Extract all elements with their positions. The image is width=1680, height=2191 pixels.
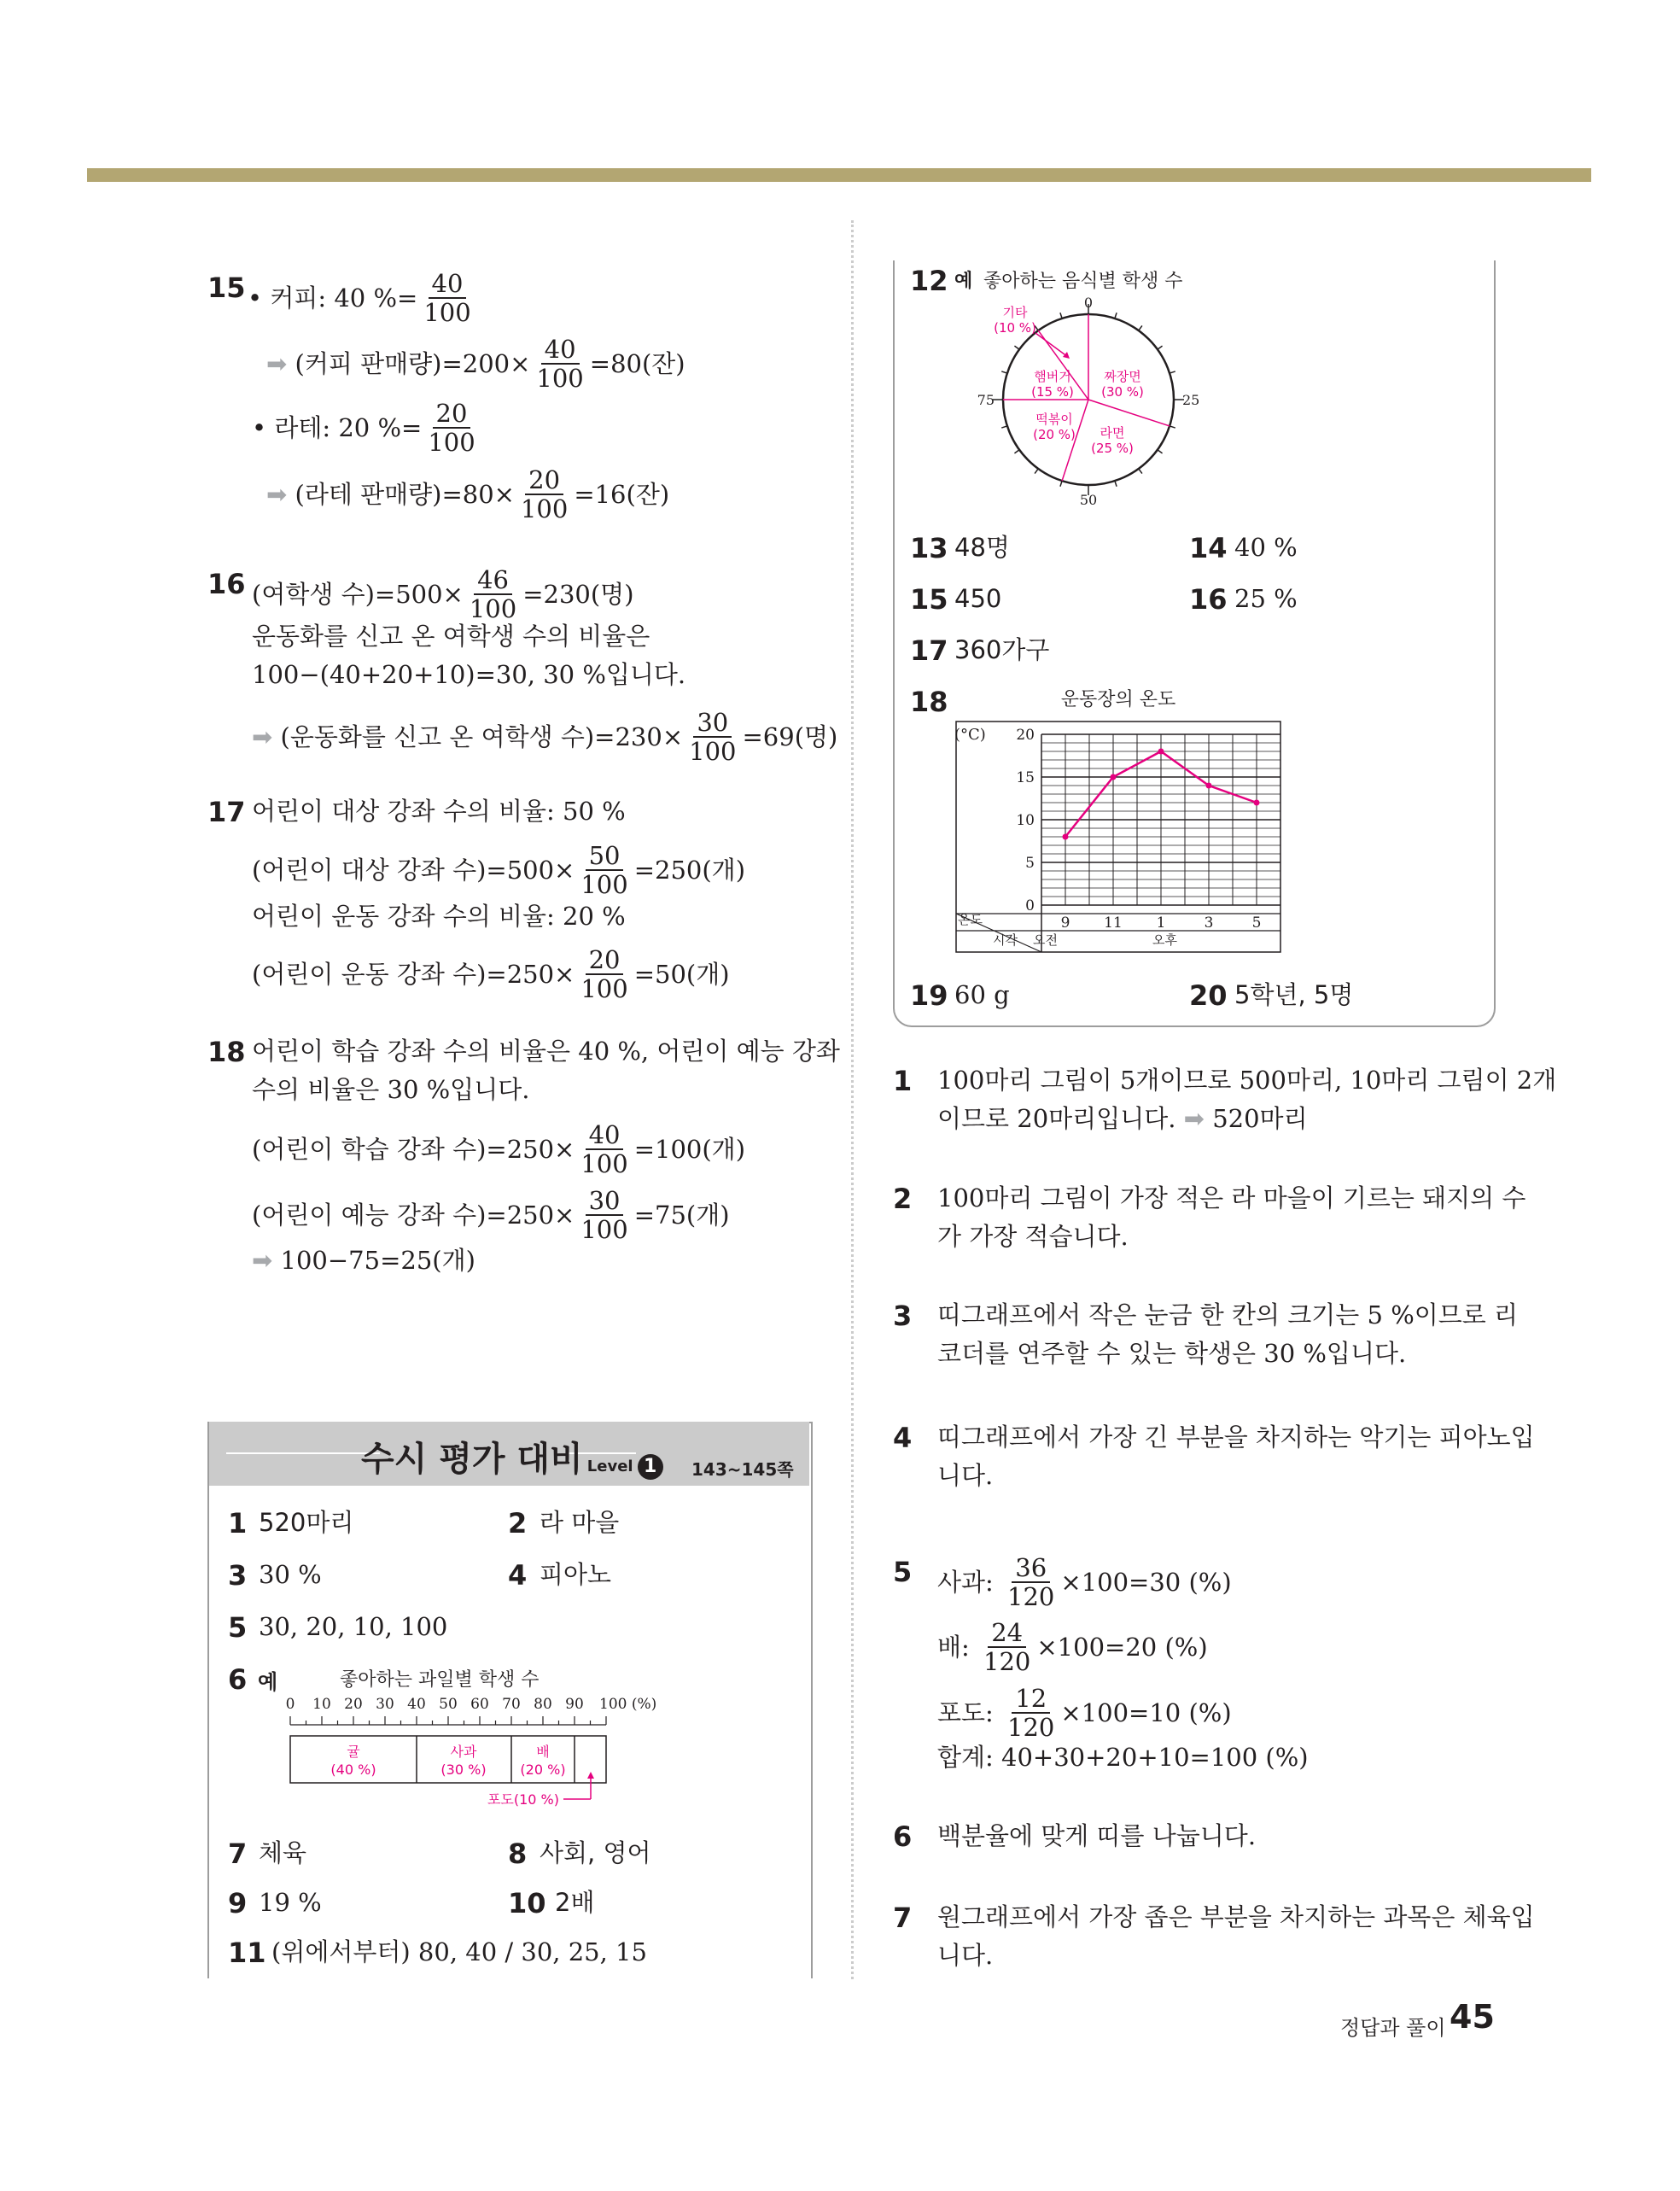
q18-line3-prefix: (어린이 학습 강좌 수)=250×	[252, 1135, 575, 1164]
fraction	[577, 1121, 631, 1177]
q12-number: 12	[910, 265, 948, 297]
exp5-line1	[937, 1553, 1232, 1612]
panel-answer-number: 3	[228, 1559, 248, 1592]
arrow-right-icon: ➡	[252, 1246, 273, 1275]
q15-coffee-sales	[266, 337, 685, 394]
fraction-denominator: 100	[580, 870, 628, 899]
fraction-numerator: 46	[474, 566, 512, 595]
exp5-l3-suffix: ×100=10 (%)	[1060, 1698, 1232, 1727]
q18-line-chart	[948, 683, 1289, 956]
exp3-line2: 코더를 연주할 수 있는 학생은 30 %입니다.	[937, 1339, 1407, 1368]
q18-line2: 수의 비율은 30 %입니다.	[252, 1075, 530, 1104]
band-tick-label: 30	[376, 1696, 394, 1713]
q15-latte-sales	[266, 465, 670, 524]
column-divider	[851, 220, 854, 1979]
band-seg1-pct: (40 %)	[330, 1762, 376, 1778]
q16-line4	[252, 710, 837, 767]
pie-tick	[1001, 371, 1007, 373]
q18-line5	[252, 1245, 475, 1276]
exp1-line2	[937, 1103, 1308, 1134]
q15-latte-sales-result: =16(잔)	[574, 480, 670, 509]
q18-right-number: 18	[910, 686, 948, 718]
fraction-denominator: 100	[428, 428, 475, 457]
exp-number: 7	[893, 1902, 913, 1934]
panel-answer-text: 2배	[555, 1888, 595, 1917]
q15-latte-ratio	[252, 401, 481, 458]
fraction	[1004, 1554, 1058, 1610]
fraction-denominator: 100	[580, 1149, 628, 1178]
exp1-line2-text: 이므로 20마리입니다.	[937, 1104, 1176, 1133]
q16-line1	[252, 565, 634, 624]
band-tick-label: 100 (%)	[599, 1696, 657, 1713]
chart-point	[1206, 783, 1212, 789]
right-answer-text: 450	[954, 584, 1002, 613]
arrow-right-icon: ➡	[252, 722, 273, 751]
fraction-denominator: 100	[689, 737, 737, 766]
fraction	[577, 1187, 631, 1243]
q18-number: 18	[207, 1036, 246, 1068]
exp7-line1: 원그래프에서 가장 좁은 부분을 차지하는 과목은 체육입	[937, 1902, 1535, 1931]
fraction	[517, 466, 571, 523]
pie-scale-0: 0	[1083, 295, 1094, 311]
exp7-line2: 니다.	[937, 1941, 994, 1970]
fraction	[533, 336, 586, 392]
pie-s2-name: 라면	[1100, 425, 1125, 441]
exp2-line1: 100마리 그림이 가장 적은 라 마을이 기르는 돼지의 수	[937, 1183, 1526, 1212]
chart-point	[1063, 834, 1069, 840]
q17-line2	[252, 841, 746, 900]
pie-tick	[1060, 481, 1062, 487]
pie-s5-arrowhead	[1063, 352, 1070, 359]
q15-latte-sales-prefix: (라테 판매량)=80×	[295, 480, 515, 509]
fraction-numerator: 40	[429, 270, 467, 299]
fraction	[466, 566, 520, 622]
panel-answer-number: 7	[228, 1838, 248, 1870]
band-seg1-name: 귤	[347, 1744, 360, 1760]
pie-s4-pct: (15 %)	[1031, 384, 1074, 400]
pie-s2-pct: (25 %)	[1091, 441, 1134, 456]
band-tick-label: 20	[344, 1696, 363, 1713]
q18-line4	[252, 1186, 730, 1245]
panel-answer-number: 9	[228, 1887, 248, 1919]
exp5-line3	[937, 1686, 1232, 1743]
pie-tick	[1001, 426, 1007, 428]
pie-tick	[1170, 426, 1175, 428]
arrow-right-icon: ➡	[266, 480, 288, 509]
q15-coffee-sales-result: =80(잔)	[589, 349, 685, 378]
right-answer-text: 360가구	[954, 635, 1050, 664]
exp-number: 6	[893, 1820, 913, 1853]
q16-line4-result: =69(명)	[742, 722, 838, 751]
pie-tick	[1014, 450, 1019, 453]
q12-title: 좋아하는 음식별 학생 수	[983, 271, 1183, 292]
exp-number: 4	[893, 1422, 913, 1454]
exp5-l2-prefix: 배:	[937, 1633, 978, 1662]
chart-am-label: 오전	[1033, 932, 1058, 948]
pie-s1-name: 짜장면	[1104, 369, 1141, 384]
q16-line4-prefix: (운동화를 신고 온 여학생 수)=230×	[280, 722, 684, 751]
fraction	[420, 270, 474, 326]
header-rule-left	[226, 1452, 380, 1454]
chart-point	[1111, 774, 1117, 780]
fraction-numerator: 20	[525, 466, 563, 495]
chart-x-tick: 1	[1156, 914, 1166, 932]
fraction	[1004, 1685, 1058, 1741]
pie-tick	[1158, 346, 1163, 349]
chart-point	[1254, 800, 1260, 806]
exp-number: 1	[893, 1065, 913, 1097]
q6-number: 6	[228, 1663, 248, 1696]
q15-number: 15	[207, 272, 246, 304]
panel-answer-number: 11	[228, 1937, 266, 1969]
panel-answer-text: 19 %	[259, 1888, 322, 1917]
exp5-l3-prefix: 포도:	[937, 1698, 1002, 1727]
right-answer-text: 60 g	[954, 980, 1010, 1009]
panel-page-range: 143~145쪽	[691, 1459, 794, 1480]
right-answer-number: 15	[910, 583, 948, 616]
fraction-denominator: 100	[536, 364, 584, 393]
fraction-denominator: 100	[580, 974, 628, 1003]
exp5-line2	[937, 1618, 1208, 1677]
fraction-denominator: 100	[520, 494, 569, 523]
panel-answer-number: 1	[228, 1507, 248, 1540]
right-answer-text: 48명	[954, 533, 1010, 562]
pie-scale-25: 25	[1182, 392, 1200, 408]
exp6-line1: 백분율에 맞게 띠를 나눕니다.	[937, 1821, 1257, 1850]
exp4-line2: 니다.	[937, 1461, 994, 1490]
chart-x-tick: 3	[1204, 914, 1214, 932]
band-tick-label: 70	[502, 1696, 521, 1713]
band-tick-label: 0	[285, 1696, 295, 1713]
exp5-l1-prefix: 사과:	[937, 1568, 1002, 1597]
chart-y-tick: 20	[1016, 727, 1035, 744]
chart-y-tick: 5	[1025, 855, 1035, 872]
fraction-denominator: 100	[580, 1215, 628, 1244]
q15-coffee-sales-prefix: (커피 판매량)=200×	[295, 349, 531, 378]
exp1-line1: 100마리 그림이 5개이므로 500마리, 10마리 그림이 2개	[937, 1066, 1557, 1095]
footer-label: 정답과 풀이	[1340, 2016, 1446, 2040]
right-answer-number: 17	[910, 634, 948, 667]
pie-s1-pct: (30 %)	[1101, 384, 1144, 400]
q12-pie-chart	[965, 295, 1238, 517]
exp5-l1-suffix: ×100=30 (%)	[1060, 1568, 1232, 1597]
q16-line3: 100−(40+20+10)=30, 30 %입니다.	[252, 660, 686, 689]
band-seg2-pct: (30 %)	[440, 1762, 487, 1778]
pie-tick	[1170, 371, 1175, 373]
band-seg3-name: 배	[536, 1744, 550, 1760]
fraction	[577, 946, 631, 1002]
band-tick-label: 40	[407, 1696, 426, 1713]
pie-tick	[1158, 450, 1163, 453]
fraction-numerator: 30	[693, 709, 732, 738]
panel-answer-text: 30 %	[259, 1560, 322, 1589]
fraction	[424, 400, 478, 456]
fraction-denominator: 120	[1007, 1713, 1055, 1742]
page-number: 45	[1450, 1998, 1495, 2036]
right-answer-text: 25 %	[1234, 584, 1298, 613]
chart-pm-label: 오후	[1152, 932, 1177, 948]
exp5-line4: 합계: 40+30+20+10=100 (%)	[937, 1743, 1309, 1772]
q16-line1-result: =230(명)	[522, 580, 634, 609]
pie-scale-75: 75	[977, 392, 995, 408]
panel-answer-text: (위에서부터) 80, 40 / 30, 25, 15	[271, 1937, 647, 1966]
chart-y-tick: 15	[1016, 769, 1035, 786]
fraction-numerator: 20	[586, 946, 624, 975]
fraction-numerator: 50	[586, 842, 624, 871]
pie-tick	[1139, 325, 1142, 330]
chart-x-tick: 5	[1251, 914, 1262, 932]
band-tick-label: 50	[439, 1696, 458, 1713]
fraction-numerator: 40	[586, 1121, 624, 1150]
chart-y-tick: 0	[1025, 897, 1035, 914]
exp3-line1: 띠그래프에서 작은 눈금 한 칸의 크기는 5 %이므로 리	[937, 1300, 1519, 1329]
fraction-numerator: 24	[988, 1619, 1026, 1648]
pie-s3-name: 떡볶이	[1035, 412, 1073, 427]
fraction	[980, 1619, 1034, 1675]
panel-title: 수시 평가 대비	[361, 1440, 583, 1479]
fraction-numerator: 30	[586, 1187, 624, 1216]
panel-answer-number: 2	[508, 1507, 528, 1540]
exp4-line1: 띠그래프에서 가장 긴 부분을 차지하는 악기는 피아노입	[937, 1423, 1535, 1452]
fraction	[577, 842, 631, 898]
panel-answer-number: 5	[228, 1611, 248, 1644]
band-seg2-name: 사과	[450, 1744, 477, 1760]
right-answer-number: 19	[910, 979, 948, 1012]
q17-line3: 어린이 운동 강좌 수의 비율: 20 %	[252, 902, 626, 931]
chart-row-label: 온도	[958, 912, 983, 927]
exp-number: 5	[893, 1556, 913, 1588]
q17-line4-result: =50(개)	[633, 960, 730, 989]
q17-line4-prefix: (어린이 운동 강좌 수)=250×	[252, 960, 575, 989]
top-decor-bar	[87, 168, 1591, 182]
q17-line1: 어린이 대상 강좌 수의 비율: 50 %	[252, 797, 626, 826]
panel-title-group	[361, 1432, 663, 1481]
panel-answer-number: 4	[508, 1559, 528, 1592]
q17-line2-result: =250(개)	[633, 856, 746, 885]
q15-coffee-ratio-text: • 커피: 40 %=	[248, 283, 418, 313]
pie-tick	[1115, 313, 1117, 318]
fraction-numerator: 12	[1012, 1685, 1050, 1714]
fraction-denominator: 100	[423, 298, 471, 327]
chart-title: 운동장의 온도	[1060, 689, 1176, 710]
pie-s5-pct: (10 %)	[994, 320, 1036, 336]
fraction-denominator: 120	[1007, 1582, 1055, 1611]
band-seg4-label: 포도(10 %)	[487, 1791, 559, 1808]
q6-title: 좋아하는 과일별 학생 수	[340, 1669, 540, 1691]
q18-line3	[252, 1120, 746, 1179]
pie-s5-pointer	[1035, 333, 1068, 357]
q17-line2-prefix: (어린이 대상 강좌 수)=500×	[252, 856, 575, 885]
pie-tick	[1060, 313, 1062, 318]
chart-y-tick: 10	[1016, 812, 1035, 829]
chart-col-label: 시각	[993, 932, 1018, 948]
q17-line4	[252, 945, 730, 1004]
arrow-right-icon: ➡	[266, 349, 288, 378]
q18-line4-prefix: (어린이 예능 강좌 수)=250×	[252, 1201, 575, 1230]
panel-level-number: 1	[638, 1454, 663, 1480]
pie-s4-name: 햄버거	[1034, 369, 1071, 384]
q16-line2: 운동화를 신고 온 여학생 수의 비율은	[252, 622, 650, 651]
fraction-denominator: 100	[469, 594, 517, 623]
band-tick-label: 80	[534, 1696, 552, 1713]
fraction-numerator: 40	[541, 336, 580, 365]
fraction-numerator: 20	[433, 400, 471, 429]
panel-answer-text: 사회, 영어	[540, 1838, 651, 1867]
pie-tick	[1014, 346, 1019, 349]
q15-latte-ratio-text: • 라테: 20 %=	[252, 413, 423, 442]
right-answer-number: 20	[1189, 979, 1228, 1012]
q17-number: 17	[207, 796, 246, 828]
panel-answer-text: 520마리	[259, 1508, 354, 1537]
panel-answer-number: 8	[508, 1838, 528, 1870]
pie-tick	[1035, 469, 1038, 474]
q15-coffee-ratio	[248, 269, 477, 328]
assessment-panel-header	[209, 1422, 809, 1486]
pie-scale-50: 50	[1079, 492, 1098, 508]
q18-line3-result: =100(개)	[633, 1135, 746, 1164]
right-answer-text: 5학년, 5명	[1234, 980, 1354, 1009]
band-tick-label: 10	[312, 1696, 331, 1713]
q16-line1-prefix: (여학생 수)=500×	[252, 580, 464, 609]
right-answer-number: 14	[1189, 532, 1228, 564]
panel-answer-text: 30, 20, 10, 100	[259, 1612, 448, 1641]
pie-s5-name: 기타	[1002, 305, 1028, 320]
exp5-l2-suffix: ×100=20 (%)	[1036, 1633, 1208, 1662]
exp-number: 3	[893, 1300, 913, 1332]
panel-answer-number: 10	[508, 1887, 546, 1919]
chart-point	[1158, 749, 1164, 755]
right-answer-number: 16	[1189, 583, 1228, 616]
band-seg3-pct: (20 %)	[520, 1762, 566, 1778]
q18-line5-text: 100−75=25(개)	[280, 1246, 475, 1275]
exp1-answer: 520마리	[1212, 1104, 1308, 1133]
chart-x-tick: 11	[1104, 914, 1123, 932]
arrow-right-icon: ➡	[1183, 1104, 1205, 1133]
exp2-line2: 가 가장 적습니다.	[937, 1222, 1129, 1251]
fraction-numerator: 36	[1012, 1554, 1050, 1583]
q18-line4-result: =75(개)	[633, 1201, 730, 1230]
q16-number: 16	[207, 568, 246, 600]
fraction	[685, 709, 739, 765]
q18-line1: 어린이 학습 강좌 수의 비율은 40 %, 어린이 예능 강좌	[252, 1037, 840, 1066]
q6-example-mark: 예	[258, 1670, 278, 1694]
q6-band-graph	[273, 1695, 657, 1823]
chart-x-tick: 9	[1060, 914, 1070, 932]
band-seg4-arrowhead	[587, 1772, 594, 1779]
fraction-denominator: 120	[983, 1647, 1031, 1676]
pie-tick	[1139, 469, 1142, 474]
q12-example-mark: 예	[954, 271, 973, 292]
pie-tick	[1115, 481, 1117, 487]
chart-y-unit: (°C)	[954, 726, 986, 744]
right-answer-text: 40 %	[1234, 533, 1298, 562]
panel-answer-text: 피아노	[540, 1560, 612, 1589]
panel-level: Level	[586, 1458, 633, 1475]
right-answer-number: 13	[910, 532, 948, 564]
panel-answer-text: 라 마을	[540, 1508, 620, 1537]
band-tick-label: 90	[565, 1696, 584, 1713]
band-tick-label: 60	[470, 1696, 489, 1713]
panel-answer-text: 체육	[259, 1838, 307, 1867]
pie-slice-boundary	[1088, 400, 1170, 426]
pie-s3-pct: (20 %)	[1033, 427, 1076, 442]
exp-number: 2	[893, 1183, 913, 1215]
